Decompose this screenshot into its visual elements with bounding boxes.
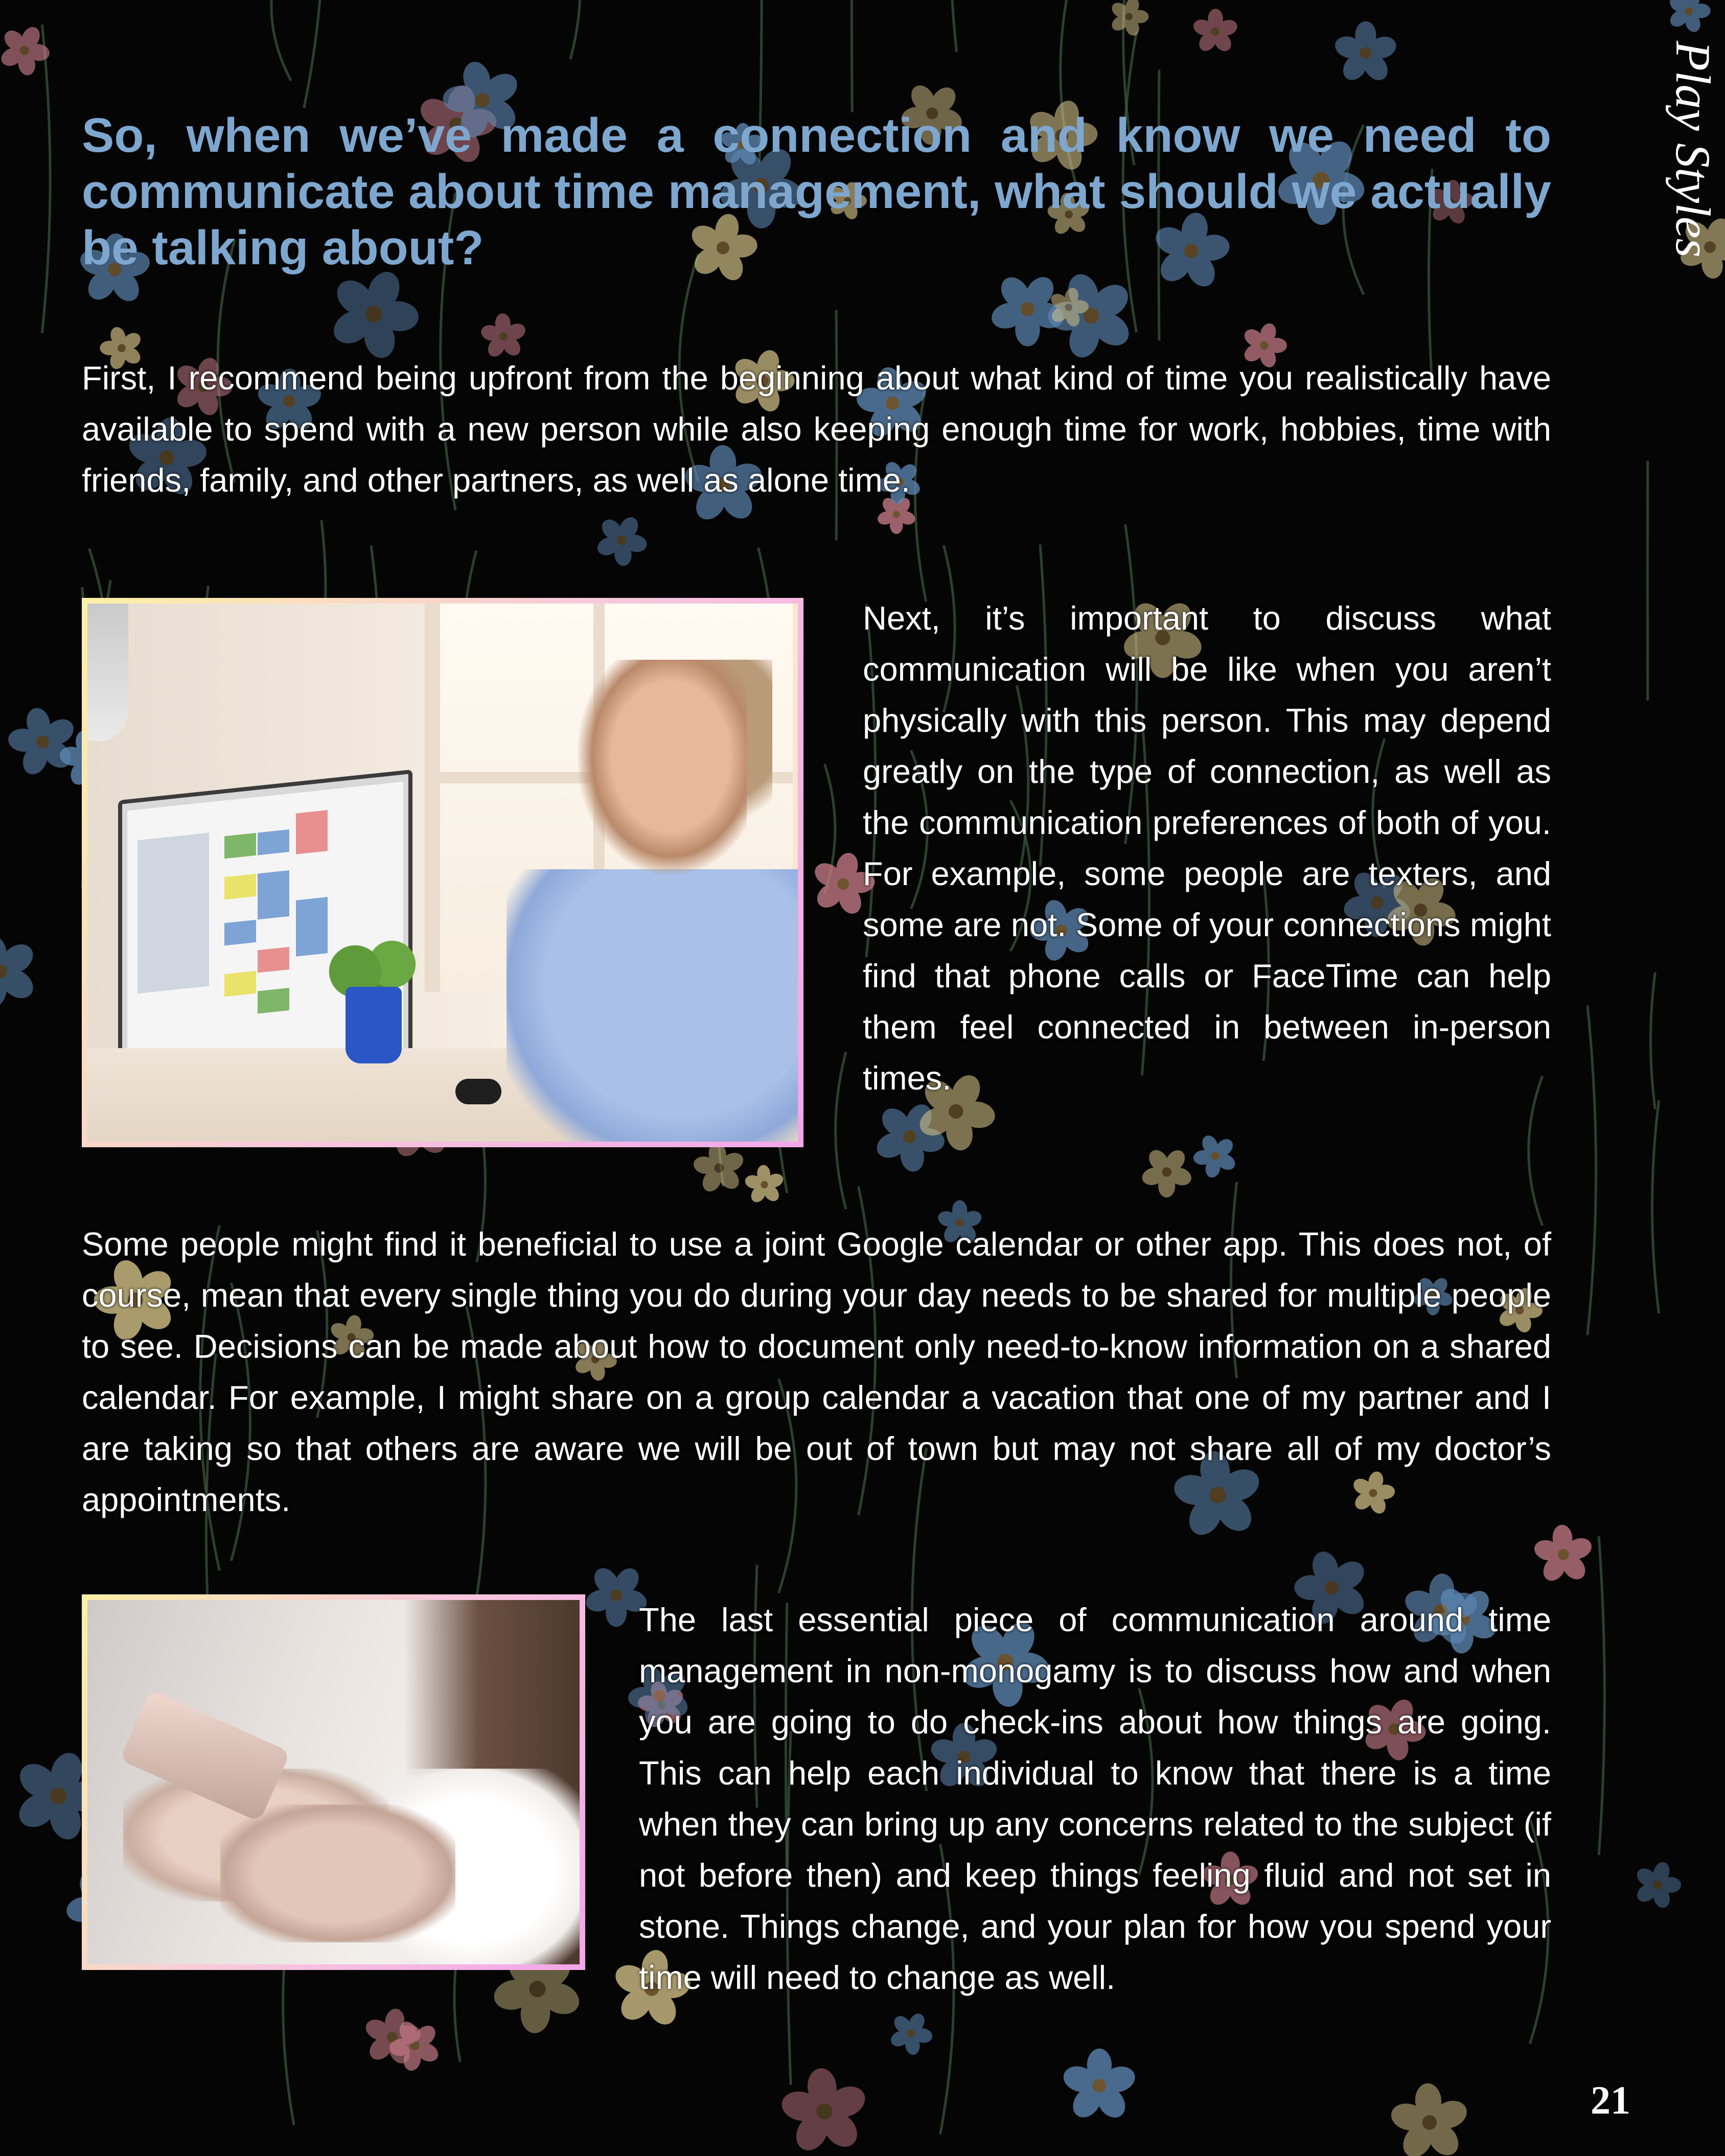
computer-mouse [455,1079,501,1104]
page-heading: So, when we’ve made a connection and know we need to communicate about time management, what should we actually be talking about? [82,108,1551,275]
flower-icon [594,514,648,567]
flower-stem [1652,1100,1659,1313]
flower-stem [1650,972,1655,1109]
flower-stem [304,0,324,108]
flower-icon [1634,1860,1681,1910]
flower-stem [42,25,50,333]
flower-icon [1060,2049,1138,2123]
flower-icon [692,1141,746,1195]
person-face [578,660,747,874]
photo-frame-phone [82,1594,585,1970]
page-number: 21 [1591,2078,1630,2122]
flower-icon [1140,1146,1193,1197]
paragraph-check-ins: The last essential piece of communication around time management in non-monogamy is to discuss how and when you are going to do check-ins about how things are going. This can help each individual to know that there is a time when they can bring up any concerns related to the subject (if not before then) and keep things feeling fluid and not set in stone. Things change, and your plan for how you spend your time will need to change as well. [639,1601,1551,1996]
flower-icon [1109,0,1149,37]
flower-icon [744,1165,785,1205]
photo-hand-right [220,1804,455,1942]
flower-icon [7,706,78,778]
flower-icon [888,2011,934,2056]
flower-icon [1192,1133,1238,1179]
flower-stem [570,0,580,59]
flower-stem [1588,1005,1596,1335]
paragraph-shared-calendar: Some people might find it beneficial to use a joint Google calendar or other app. This does not, of course, mean that every single thing you do during your day needs to be shared for multiple people to see. Decisions can be made about how to document only need-to-know information on a shared calendar. For example, I might share on a group calendar a vacation that one of my partner and I are taking so that others are aware we will be out of town but may not share all of my doctor’s appointments. [82,1225,1551,1518]
section-label-play-styles: Play Styles [1666,41,1720,258]
photo-hands-holding-phone [87,1600,580,1964]
flower-stem [1599,1536,1604,1855]
flower-stem [836,1052,846,1209]
photo-frame-computer [82,598,803,1147]
desk-lamp [87,604,128,741]
flower-icon [779,2067,870,2156]
person-shirt [507,869,798,1142]
flower-icon [1388,2082,1471,2156]
plant-pot [346,987,402,1063]
flower-stem [271,0,291,81]
photo-person-at-computer [87,604,798,1142]
flower-stem [951,0,956,52]
flower-icon [1532,1524,1595,1585]
flower-icon [1332,21,1399,84]
flower-icon [328,267,420,361]
paragraph-upfront-time: First, I recommend being upfront from the beginning about what kind of time you realistically have available to spend with a new person while also keeping enough time for work, hobbies, time with friends, family, and other partners, as well as alone time. [82,359,1551,499]
flower-icon [0,931,39,1012]
paragraph-communication: Next, it’s important to discuss what communication will be like when you aren’t physically with this person. This may depend greatly on the type of connection, as well as the communication preferences of both of you. For example, some people are texters, and some are not. Some of your connections might find that phone calls or FaceTime can help them feel connected in between in-person times. [863,599,1551,1097]
flower-icon [1667,0,1711,34]
flower-icon [1191,9,1239,54]
